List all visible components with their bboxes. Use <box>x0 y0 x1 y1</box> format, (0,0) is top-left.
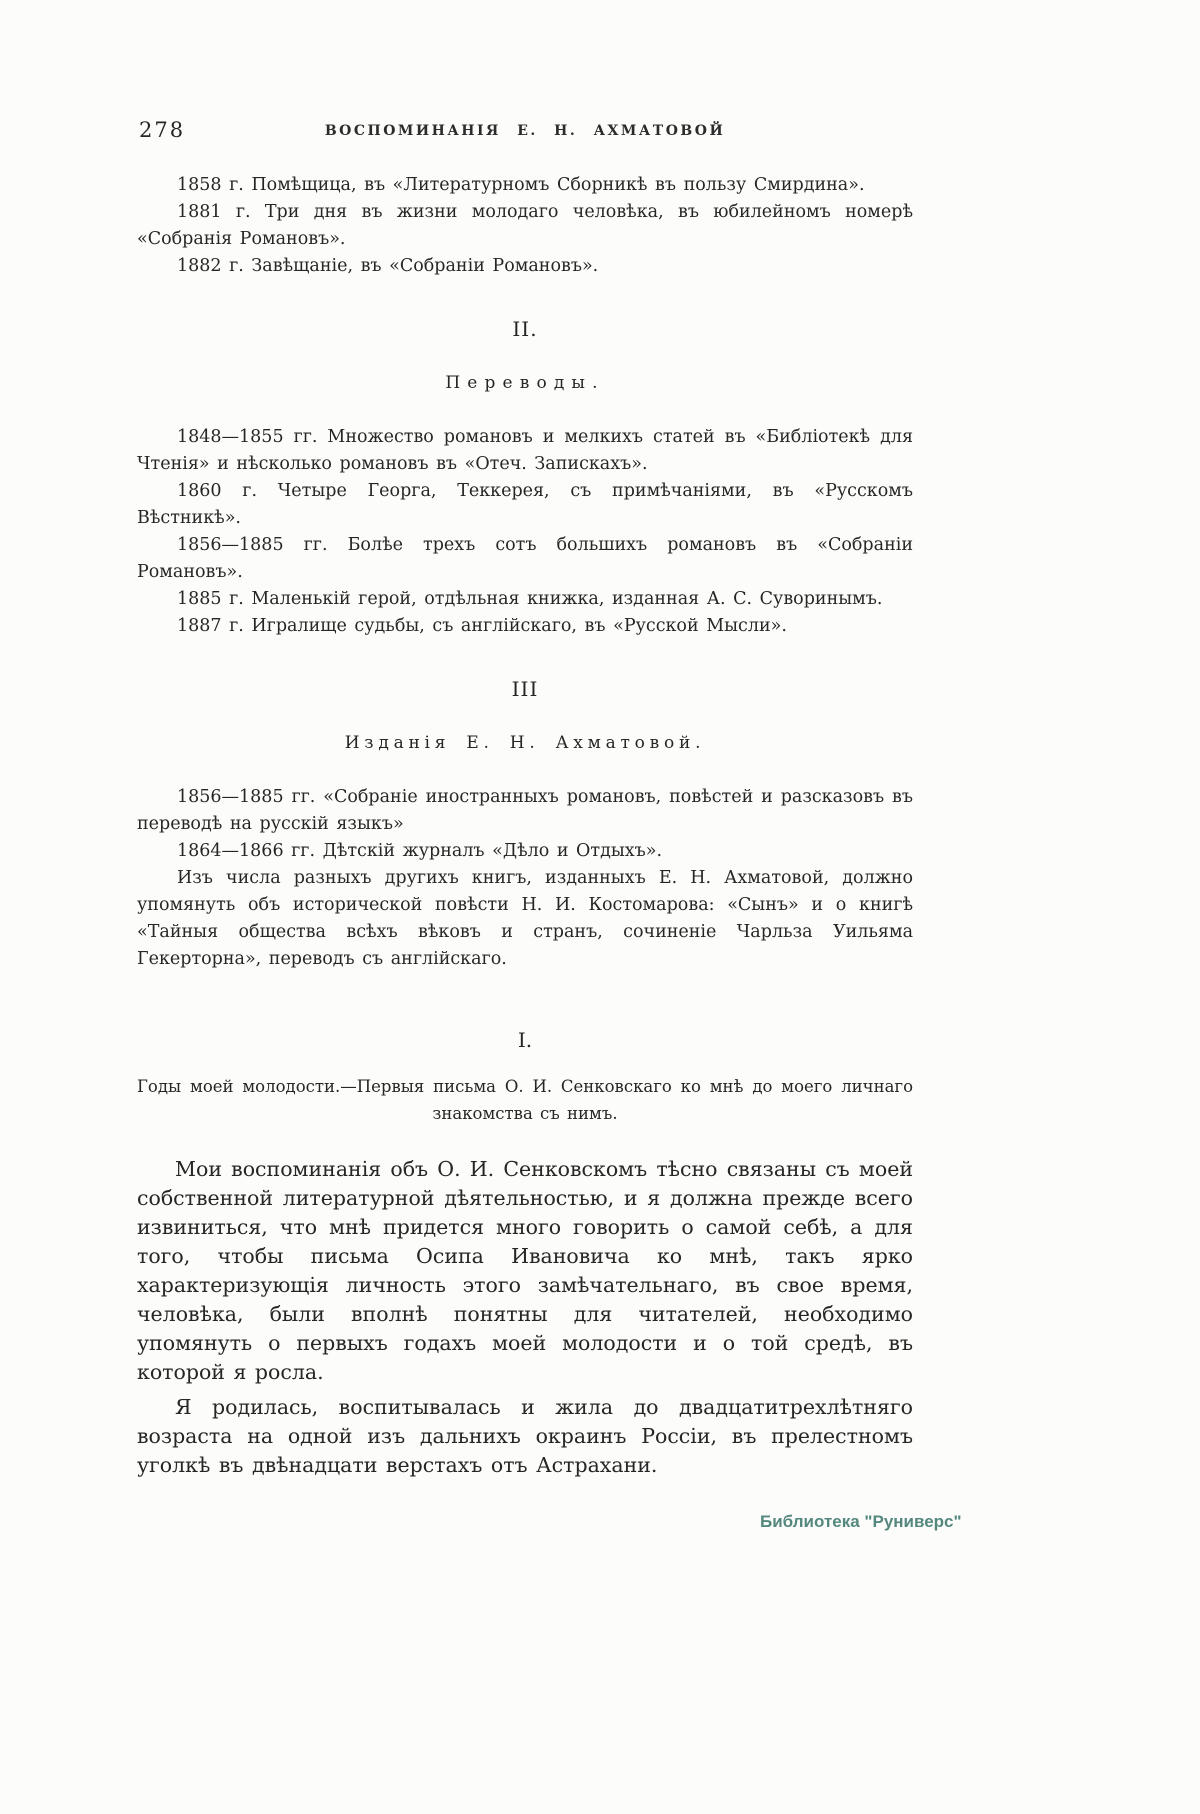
translation-entry: 1885 г. Маленькій герой, отдѣльная книжка, изданная А. С. Суворинымъ. <box>177 589 883 609</box>
section-ii-title: Переводы. <box>445 373 605 393</box>
work-entry: 1881 г. Три дня въ жизни молодаго человѣка, въ юбилейномъ номерѣ «Собранія Романовъ». <box>137 202 913 249</box>
page-content <box>137 118 913 1480</box>
edition-entry: 1864—1866 гг. Дѣтскій журналъ «Дѣло и Отдыхъ». <box>177 841 663 861</box>
section-iii-number: III <box>511 677 539 701</box>
translation-entry: 1860 г. Четыре Георга, Теккерея, съ примѣчаніями, въ «Русскомъ Вѣстникѣ». <box>137 481 913 528</box>
translation-entry: 1848—1855 гг. Множество романовъ и мелкихъ статей въ «Библіотекѣ для Чтенія» и нѣсколько романовъ въ «Отеч. Запискахъ». <box>137 427 913 474</box>
editions-list <box>137 784 913 973</box>
running-title: ВОСПОМИНАНІЯ Е. Н. АХМАТОВОЙ <box>324 123 726 139</box>
translation-entry: 1856—1885 гг. Болѣе трехъ сотъ большихъ романовъ въ «Собраніи Романовъ». <box>137 535 913 582</box>
works-list <box>137 172 913 280</box>
translations-list <box>137 424 913 640</box>
library-watermark: Библиотека "Руниверс" <box>760 1512 962 1531</box>
chapter-one-subtitle: Годы моей молодости.—Первыя письма О. И. Сенковскаго ко мнѣ до моего личнаго знакомства съ нимъ. <box>137 1077 913 1123</box>
edition-note: Изъ числа разныхъ другихъ книгъ, изданныхъ Е. Н. Ахматовой, должно упомянуть объ исторической повѣсти Н. И. Костомарова: «Сынъ» и о книгѣ «Тайныя общества всѣхъ вѣковъ и странъ, сочиненіе Чарльза Уильяма Гекерторна», переводъ съ англійскаго. <box>137 868 913 969</box>
page-header <box>137 118 913 148</box>
section-iii-title: Изданія Е. Н. Ахматовой. <box>344 733 706 753</box>
body-paragraph: Я родилась, воспитывалась и жила до двадцатитрехлѣтняго возраста на одной изъ дальнихъ окраинъ Россіи, въ прелестномъ уголкѣ въ двѣнадцати верстахъ отъ Астрахани. <box>137 1395 913 1477</box>
translation-entry: 1887 г. Игралище судьбы, съ англійскаго, въ «Русской Мысли». <box>177 616 787 636</box>
chapter-one-body <box>137 1155 913 1480</box>
chapter-one-number: I. <box>517 1028 533 1052</box>
edition-entry: 1856—1885 гг. «Собраніе иностранныхъ романовъ, повѣстей и разсказовъ въ переводѣ на русскій языкъ» <box>137 787 913 834</box>
work-entry: 1882 г. Завѣщаніе, въ «Собраніи Романовъ». <box>177 256 599 276</box>
page-number: 278 <box>139 118 186 142</box>
work-entry: 1858 г. Помѣщица, въ «Литературномъ Сборникѣ въ пользу Смирдина». <box>177 175 865 195</box>
body-paragraph: Мои воспоминанія объ О. И. Сенковскомъ тѣсно связаны съ моей собственной литературной дѣятельностью, и я должна прежде всего извиниться, что мнѣ придется много говорить о самой себѣ, а для того, чтобы письма Осипа Ивановича ко мнѣ, такъ ярко характеризующія личность этого замѣчательнаго, въ свое время, человѣка, были вполнѣ понятны для читателей, необходимо упомянуть о первыхъ годахъ моей молодости и о той средѣ, въ которой я росла. <box>137 1157 913 1384</box>
section-ii-number: II. <box>512 317 538 341</box>
